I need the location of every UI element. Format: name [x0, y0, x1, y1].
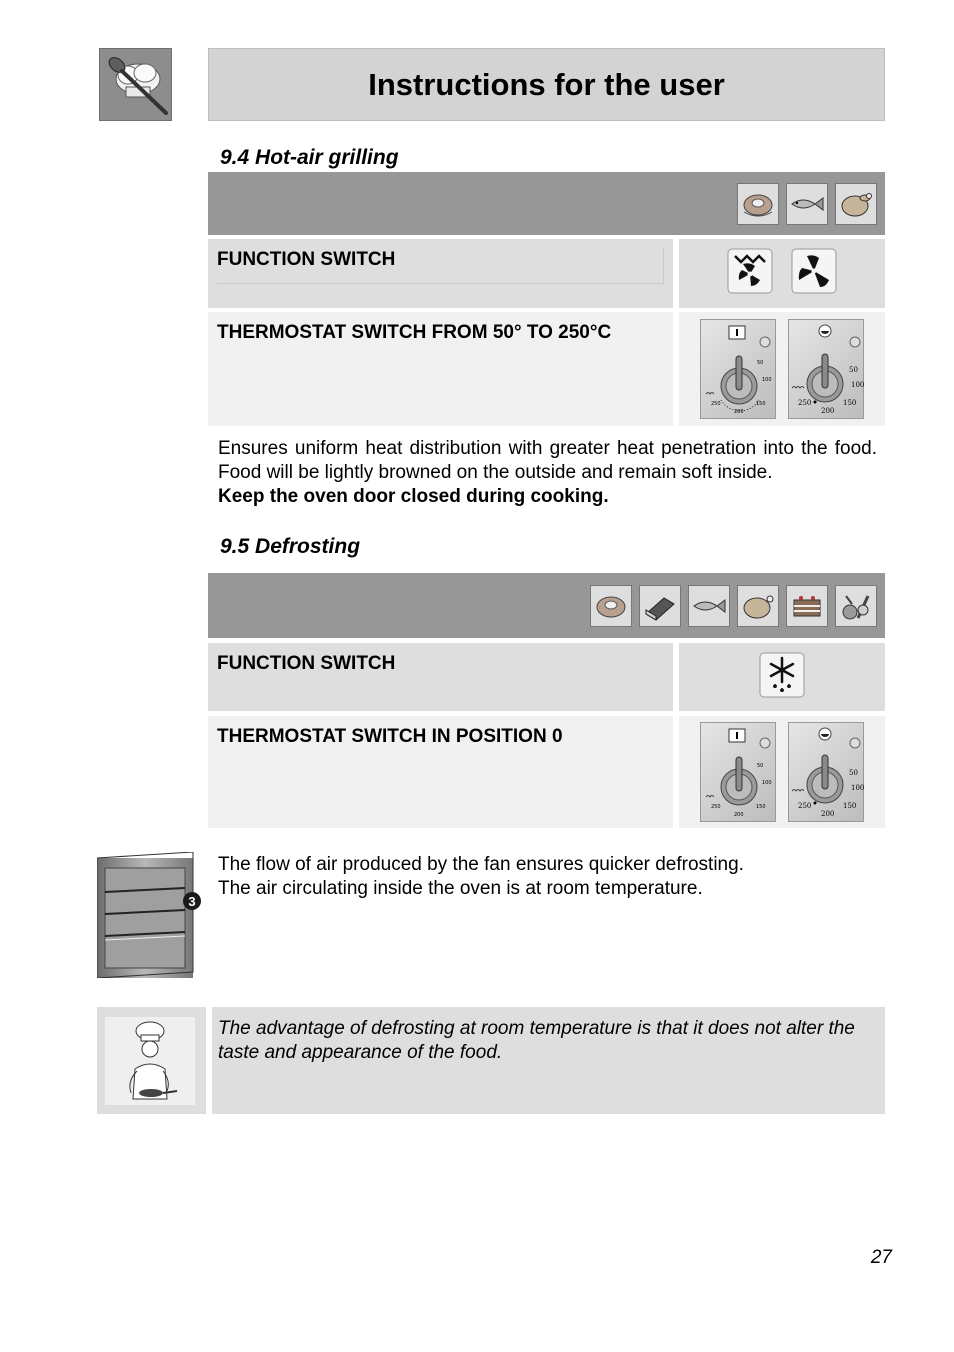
knob-label-50: 50 [849, 769, 858, 777]
fan-icon [791, 248, 837, 299]
knob-label-100: 100 [762, 780, 772, 786]
function-switch-icons [679, 239, 885, 308]
knob-label-100: 100 [762, 377, 772, 383]
thermostat-knob-large [788, 319, 864, 419]
knob-label-200: 200 [734, 409, 744, 415]
page-title: Instructions for the user [368, 66, 725, 102]
defrost-text-line2: The air circulating inside the oven is at room temperature. [218, 878, 703, 899]
thermostat-knobs-defrost [679, 716, 885, 828]
knob-label-250: 250 [711, 401, 721, 407]
page-number: 27 [870, 1247, 892, 1268]
shelf-number-badge: 3 [183, 892, 201, 910]
function-switch-label [208, 239, 673, 308]
thermostat-switch-label-defrost: THERMOSTAT SWITCH IN POSITION 0 [208, 716, 673, 828]
oven-shelf-illustration [97, 852, 204, 978]
vegetables-icon [835, 585, 877, 627]
spoon-toque-icon [100, 49, 173, 122]
function-switch-icons-defrost [679, 643, 885, 711]
bread-icon [639, 585, 681, 627]
thermostat-knob-large-zero [788, 722, 864, 822]
knob-label-50: 50 [849, 366, 858, 374]
meat-icon [590, 585, 632, 627]
defrosting-description [218, 853, 885, 901]
knob-label-50: 50 [757, 763, 764, 769]
knob-label-100: 100 [851, 784, 865, 792]
cake-icon [786, 585, 828, 627]
knob-label-250: 250 [798, 802, 812, 810]
tip-icon-cell [97, 1007, 206, 1114]
knob-label-200: 200 [821, 810, 835, 818]
thermostat-switch-label: THERMOSTAT SWITCH FROM 50° TO 250°C [208, 312, 673, 426]
logo [99, 48, 172, 121]
defrost-snowflake-icon [759, 652, 805, 703]
description-warning: Keep the oven door closed during cooking. [218, 486, 609, 507]
thermostat-knob-small [700, 319, 776, 419]
knob-label-200: 200 [734, 812, 744, 818]
fish-icon [786, 183, 828, 225]
knob-label-50: 50 [757, 360, 764, 366]
tip-text-cell [212, 1007, 885, 1114]
poultry-icon [737, 585, 779, 627]
knob-label-250: 250 [798, 399, 812, 407]
description-text: Ensures uniform heat distribution with greater heat penetration into the food. Food will be lightly browned on the outside and remain soft inside. [218, 438, 877, 483]
function-switch-text: FUNCTION SWITCH [217, 249, 664, 284]
function-switch-label-defrost: FUNCTION SWITCH [208, 643, 673, 711]
section-heading-defrosting: 9.5 Defrosting [220, 535, 361, 558]
knob-label-250: 250 [711, 804, 721, 810]
knob-label-150: 150 [843, 802, 857, 810]
food-icons-bar [208, 172, 885, 235]
knob-label-150: 150 [843, 399, 857, 407]
knob-label-150: 150 [756, 401, 766, 407]
chef-icon [97, 1007, 206, 1114]
meat-icon [737, 183, 779, 225]
thermostat-knob-small-zero [700, 722, 776, 822]
poultry-icon [835, 183, 877, 225]
knob-label-100: 100 [851, 381, 865, 389]
fish-icon [688, 585, 730, 627]
section-heading-hot-air-grilling: 9.4 Hot-air grilling [220, 146, 399, 169]
knob-label-150: 150 [756, 804, 766, 810]
food-icons-bar-defrost [208, 573, 885, 638]
header-bar [208, 48, 885, 121]
hot-air-grilling-description [218, 437, 877, 509]
fan-grill-icon [727, 248, 773, 299]
knob-label-200: 200 [821, 407, 835, 415]
thermostat-knobs [679, 312, 885, 426]
tip-text: The advantage of defrosting at room temperature is that it does not alter the taste and appearance of the food. [218, 1018, 855, 1063]
defrost-text-line1: The flow of air produced by the fan ensures quicker defrosting. [218, 854, 744, 875]
